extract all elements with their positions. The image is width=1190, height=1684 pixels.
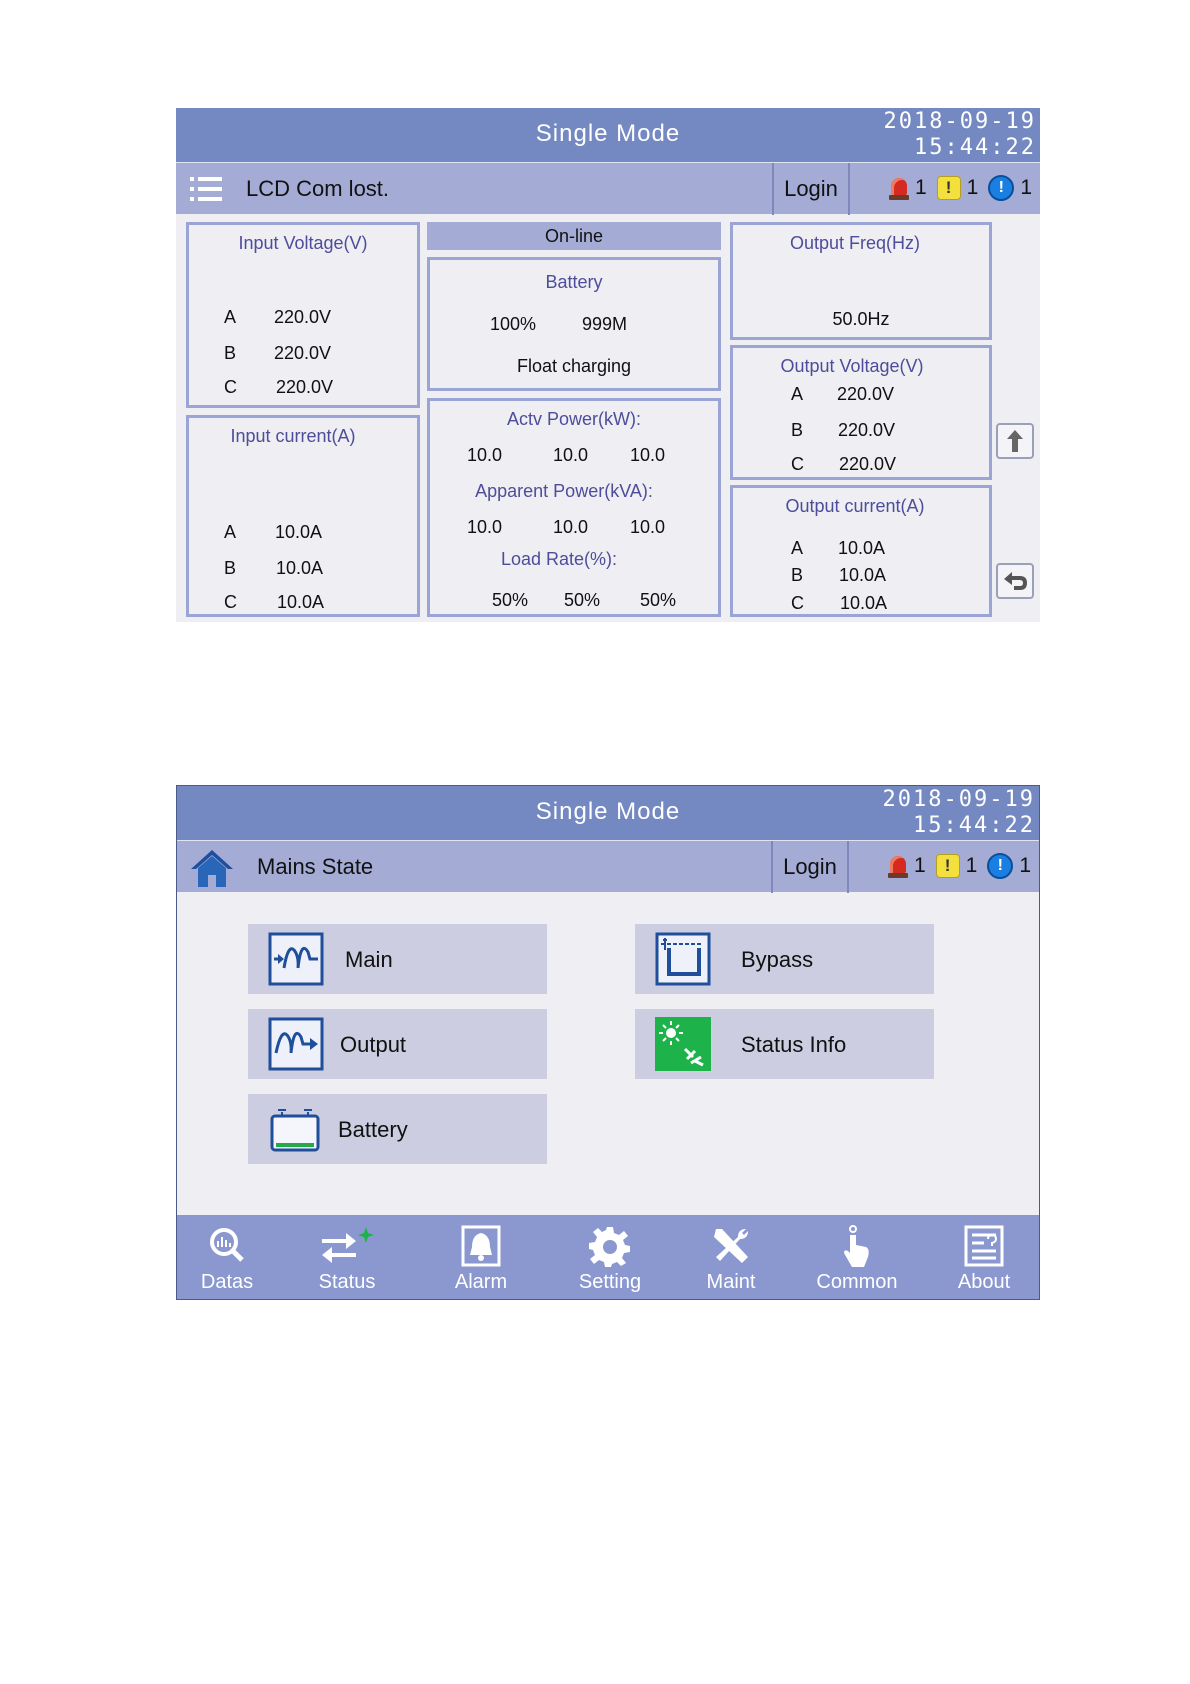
alarm-bell-icon bbox=[461, 1225, 501, 1267]
battery-time: 999M bbox=[582, 314, 628, 334]
time-text: 15:44:22 bbox=[914, 135, 1036, 160]
battery-title: Battery bbox=[545, 272, 603, 292]
bottom-tab-bar bbox=[177, 1215, 1039, 1300]
battery-percent: 100% bbox=[490, 314, 537, 334]
mode-title: Single Mode bbox=[535, 798, 681, 825]
tab-alarm[interactable] bbox=[417, 1215, 545, 1300]
tab-setting[interactable] bbox=[545, 1215, 675, 1300]
login-button[interactable]: Login bbox=[772, 163, 850, 215]
phase-label: A bbox=[224, 307, 237, 327]
document-icon bbox=[964, 1225, 1004, 1267]
title-bar bbox=[177, 786, 1039, 840]
tab-label: Status bbox=[318, 1271, 376, 1293]
input-current-title: Input current(A) bbox=[230, 426, 356, 446]
output-menu-button[interactable] bbox=[248, 1009, 547, 1079]
state-text: Mains State bbox=[257, 854, 374, 879]
siren-icon bbox=[889, 176, 909, 200]
input-current-panel bbox=[186, 415, 420, 617]
tab-label: Setting bbox=[578, 1271, 642, 1293]
login-button[interactable]: Login bbox=[771, 841, 849, 893]
return-arrow-icon bbox=[998, 565, 1032, 597]
tab-label: Common bbox=[816, 1271, 898, 1293]
datetime bbox=[884, 109, 1036, 161]
output-freq-title: Output Freq(Hz) bbox=[789, 233, 921, 253]
apparent-power-value: 10.0 bbox=[630, 517, 666, 537]
title-bar bbox=[176, 108, 1040, 162]
critical-alarm[interactable] bbox=[889, 176, 927, 200]
phase-value: 10.0A bbox=[838, 538, 886, 558]
phase-value: 220.0V bbox=[274, 343, 332, 363]
status-info-menu-button[interactable] bbox=[635, 1009, 934, 1079]
back-button[interactable] bbox=[996, 563, 1034, 599]
phase-label: B bbox=[224, 558, 237, 578]
load-rate-value: 50% bbox=[640, 590, 677, 610]
load-rate-title: Load Rate(%): bbox=[500, 549, 618, 569]
phase-label: C bbox=[224, 592, 237, 612]
phase-label: C bbox=[224, 377, 237, 397]
bypass-icon bbox=[655, 932, 711, 986]
output-freq-value: 50.0Hz bbox=[832, 309, 890, 329]
active-power-title: Actv Power(kW): bbox=[506, 409, 641, 429]
page-up-button[interactable] bbox=[996, 423, 1034, 459]
status-bar bbox=[176, 162, 1040, 214]
apparent-power-value: 10.0 bbox=[553, 517, 589, 537]
battery-status: Float charging bbox=[516, 356, 632, 376]
tab-label: Alarm bbox=[454, 1271, 508, 1293]
siren-icon bbox=[888, 854, 908, 878]
phase-value: 220.0V bbox=[274, 307, 332, 327]
warning-alarm[interactable] bbox=[937, 176, 979, 200]
phase-value: 10.0A bbox=[840, 593, 888, 613]
critical-count: 1 bbox=[913, 854, 926, 877]
output-freq-panel bbox=[730, 222, 992, 340]
output-waveform-icon bbox=[268, 1017, 324, 1071]
menu-screen bbox=[176, 785, 1040, 1300]
phase-label: B bbox=[224, 343, 237, 363]
phase-value: 220.0V bbox=[838, 420, 896, 440]
load-rate-value: 50% bbox=[564, 590, 601, 610]
phase-label: C bbox=[791, 454, 804, 474]
phase-label: B bbox=[791, 420, 804, 440]
time-text: 15:44:22 bbox=[913, 813, 1035, 838]
phase-label: A bbox=[791, 384, 804, 404]
critical-count: 1 bbox=[914, 176, 927, 199]
mode-title: Single Mode bbox=[535, 120, 681, 147]
info-icon: ! bbox=[988, 175, 1014, 201]
output-label: Output bbox=[340, 1032, 407, 1057]
pointer-hand-icon bbox=[840, 1225, 874, 1269]
tools-icon bbox=[710, 1225, 752, 1267]
phase-value: 10.0A bbox=[839, 565, 887, 585]
battery-icon bbox=[268, 1102, 324, 1156]
datetime bbox=[883, 787, 1035, 839]
list-menu-icon[interactable] bbox=[190, 175, 222, 203]
phase-value: 10.0A bbox=[277, 592, 325, 612]
arrow-up-icon bbox=[998, 425, 1032, 457]
phase-value: 10.0A bbox=[275, 522, 323, 542]
power-panel bbox=[427, 398, 721, 617]
date-text: 2018-09-19 bbox=[883, 109, 1036, 134]
data-screen bbox=[176, 108, 1040, 622]
info-alarm[interactable] bbox=[987, 853, 1031, 879]
bypass-menu-button[interactable] bbox=[635, 924, 934, 994]
main-menu-button[interactable] bbox=[248, 924, 547, 994]
tab-status[interactable] bbox=[277, 1215, 417, 1300]
status-info-label: Status Info bbox=[741, 1032, 847, 1057]
active-power-value: 10.0 bbox=[467, 445, 503, 465]
apparent-power-value: 10.0 bbox=[467, 517, 503, 537]
state-text: LCD Com lost. bbox=[246, 176, 390, 201]
tab-label: Maint bbox=[706, 1271, 756, 1293]
output-current-panel bbox=[730, 485, 992, 617]
tab-maint[interactable] bbox=[675, 1215, 787, 1300]
phase-value: 220.0V bbox=[837, 384, 895, 404]
magnifier-chart-icon bbox=[207, 1225, 247, 1265]
phase-value: 220.0V bbox=[839, 454, 897, 474]
warning-count: 1 bbox=[965, 854, 978, 877]
online-status: On-line bbox=[427, 222, 721, 250]
home-icon[interactable] bbox=[189, 847, 235, 889]
input-voltage-title: Input Voltage(V) bbox=[238, 233, 368, 253]
phase-label: C bbox=[791, 593, 804, 613]
status-info-icon bbox=[655, 1017, 711, 1071]
tab-about[interactable] bbox=[927, 1215, 1040, 1300]
active-power-value: 10.0 bbox=[553, 445, 589, 465]
load-rate-value: 50% bbox=[492, 590, 529, 610]
phase-label: B bbox=[791, 565, 804, 585]
phase-label: A bbox=[791, 538, 804, 558]
date-text: 2018-09-19 bbox=[882, 787, 1035, 812]
tab-datas[interactable] bbox=[177, 1215, 277, 1300]
output-current-title: Output current(A) bbox=[785, 496, 925, 516]
gear-icon bbox=[589, 1225, 631, 1267]
battery-panel bbox=[427, 257, 721, 391]
warning-icon: ! bbox=[936, 854, 960, 878]
info-icon: ! bbox=[987, 853, 1013, 879]
transfer-arrows-icon bbox=[316, 1225, 378, 1265]
tab-common[interactable] bbox=[787, 1215, 927, 1300]
tab-label: About bbox=[957, 1271, 1011, 1293]
phase-label: A bbox=[224, 522, 237, 542]
warning-icon: ! bbox=[937, 176, 961, 200]
phase-value: 220.0V bbox=[276, 377, 334, 397]
info-alarm[interactable] bbox=[988, 175, 1032, 201]
battery-label: Battery bbox=[338, 1117, 408, 1142]
alarm-indicators[interactable] bbox=[879, 175, 1032, 201]
info-count: 1 bbox=[1019, 854, 1031, 877]
bypass-label: Bypass bbox=[741, 947, 814, 972]
warning-count: 1 bbox=[966, 176, 979, 199]
output-voltage-panel bbox=[730, 345, 992, 480]
output-voltage-title: Output Voltage(V) bbox=[780, 356, 924, 376]
info-count: 1 bbox=[1020, 176, 1032, 199]
main-label: Main bbox=[345, 947, 393, 972]
phase-value: 10.0A bbox=[276, 558, 324, 578]
tab-label: Datas bbox=[200, 1271, 254, 1293]
critical-alarm[interactable] bbox=[888, 854, 926, 878]
alarm-indicators[interactable] bbox=[878, 853, 1031, 879]
active-power-value: 10.0 bbox=[630, 445, 666, 465]
battery-menu-button[interactable] bbox=[248, 1094, 547, 1164]
apparent-power-title: Apparent Power(kVA): bbox=[475, 481, 653, 501]
warning-alarm[interactable] bbox=[936, 854, 978, 878]
status-bar bbox=[177, 840, 1039, 892]
input-voltage-panel bbox=[186, 222, 420, 408]
main-waveform-icon bbox=[268, 932, 324, 986]
